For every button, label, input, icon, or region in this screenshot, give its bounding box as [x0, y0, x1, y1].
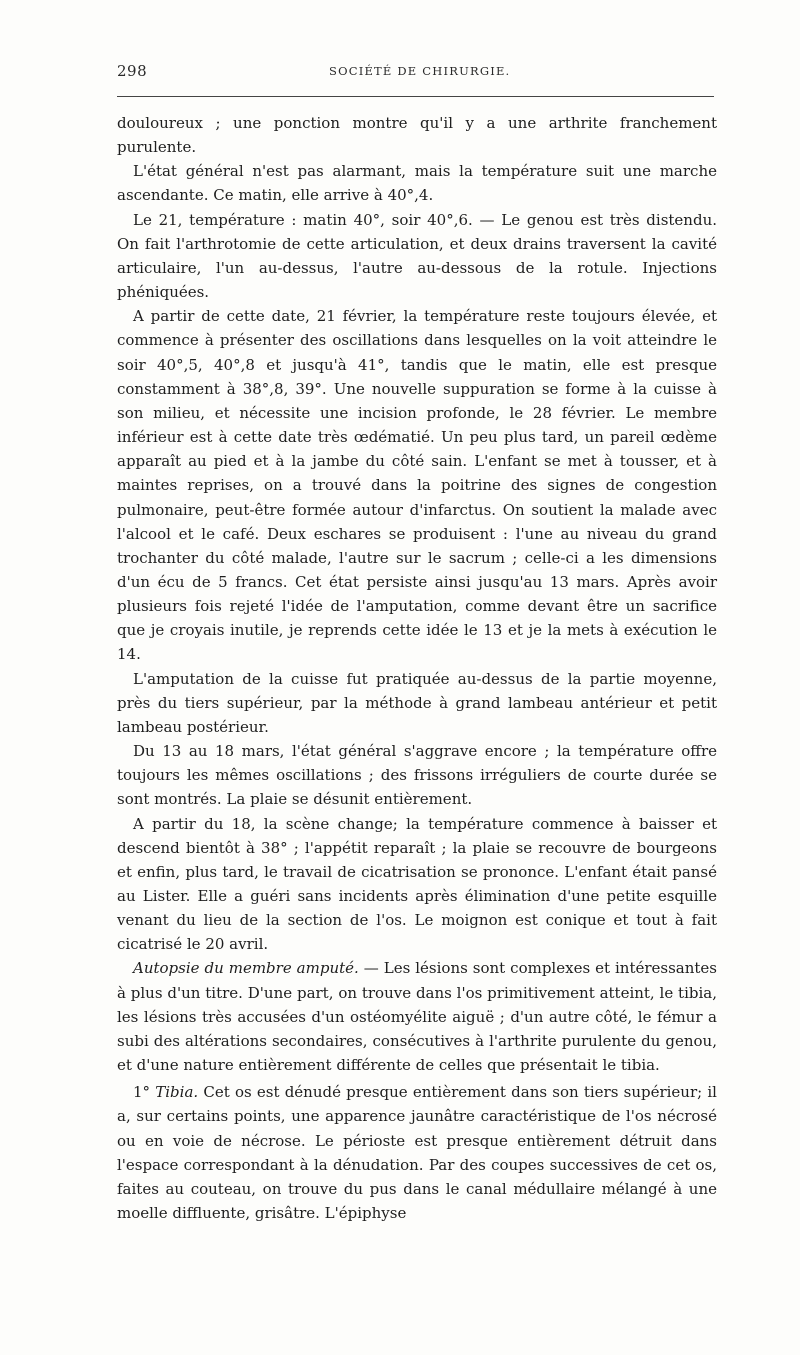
paragraph: A partir du 18, la scène change; la température commence à baisser et descend bientôt à 38° ; l'appétit reparaît ; la plaie se recouvre de bourgeons et enfin, plus tard, le travail de cicatrisation se prononce. L'enfant était pansé au Lister. Elle a guéri sans incidents après élimination d'une petite esquille venant du lieu de la section de l'os. Le moignon est conique et tout à fait cicatrisé le 20 avril. — [117, 814, 717, 954]
paragraph-text: Cet os est dénudé presque entièrement dans son tiers supérieur; il a, sur certains points, une apparence jaunâtre caractéristique de l'os nécrosé ou en voie de nécrose. Le périoste est presque entièrement détruit dans l'espace correspondant à la dénudation. Par des coupes successives de cet os, faites au couteau, on trouve du pus dans le canal médullaire mélangé à une moelle diffluente, grisâtre. L'épiphyse — [117, 1083, 717, 1223]
paragraph: douloureux ; une ponction montre qu'il y a une arthrite franchement purulente. — [117, 114, 717, 157]
section-number: 1° — [133, 1083, 151, 1102]
body-text — [117, 111, 717, 1225]
page-header — [117, 62, 717, 84]
paragraph: Du 13 au 18 mars, l'état général s'aggrave encore ; la température offre toujours les mêmes oscillations ; des frissons irréguliers de courte durée se sont montrés. La plaie se désunit entièrement. — [117, 742, 717, 809]
paragraph: Le 21, température : matin 40°, soir 40°,6. — Le genou est très distendu. On fait l'arthrotomie de cette articulation, et deux drains traversent la cavité articulaire, l'un au-dessus, l'autre au-dessous de la rotule. Injections phéniquées. — [117, 210, 717, 302]
paragraph: L'amputation de la cuisse fut pratiquée au-dessus de la partie moyenne, près du tiers supérieur, par la méthode à grand lambeau antérieur et petit lambeau postérieur. — [117, 669, 717, 736]
paragraph-text: — Les lésions sont complexes et intéressantes à plus d'un titre. D'une part, on trouve dans l'os primitivement atteint, le tibia, les lésions très accusées d'un ostéomyélite aiguë ; d'un autre côté, le fémur a subi des altérations secondaires, consécutives à l'arthrite purulente du genou, et d'une nature entièrement différente de celles que présentait le tibia. — [117, 959, 717, 1075]
paragraph — [117, 1080, 717, 1225]
paragraph: A partir de cette date, 21 février, la température reste toujours élevée, et commence à présenter des oscillations dans lesquelles on la voit atteindre le soir 40°,5, 40°,8 et jusqu'à 41°, tandis que le matin, elle est presque constamment à 38°,8, 39°. Une nouvelle suppuration se forme à la cuisse à son milieu, et nécessite une incision profonde, le 28 février. Le membre inférieur est à cette date très œdématié. Un peu plus tard, un pareil œdème apparaît au pied et à la jambe du côté sain. L'enfant se met à tousser, et à maintes reprises, on a trouvé dans la poitrine des signes de congestion pulmonaire, peut-être formée autour d'infarctus. On soutient la malade avec l'alcool et le café. Deux eschares se produisent : l'une au niveau du grand trochanter du côté malade, l'autre sur le sacrum ; celle-ci a les dimensions d'un écu de 5 francs. Cet état persiste ainsi jusqu'au 13 mars. Après avoir plusieurs fois rejeté l'idée de l'amputation, comme devant être un sacrifice que je croyais inutile, je reprends cette idée le 13 et je la mets à exécution le 14. — [117, 307, 717, 664]
section-lead: Tibia. — [155, 1083, 199, 1102]
section-lead: Autopsie du membre amputé. — [133, 959, 359, 978]
header-rule — [117, 96, 714, 97]
running-head: SOCIÉTÉ DE CHIRURGIE. — [329, 64, 511, 78]
paragraph — [117, 956, 717, 1077]
paragraph: L'état général n'est pas alarmant, mais la température suit une marche ascendante. Ce matin, elle arrive à 40°,4. — [117, 162, 717, 205]
page-number: 298 — [117, 62, 148, 80]
